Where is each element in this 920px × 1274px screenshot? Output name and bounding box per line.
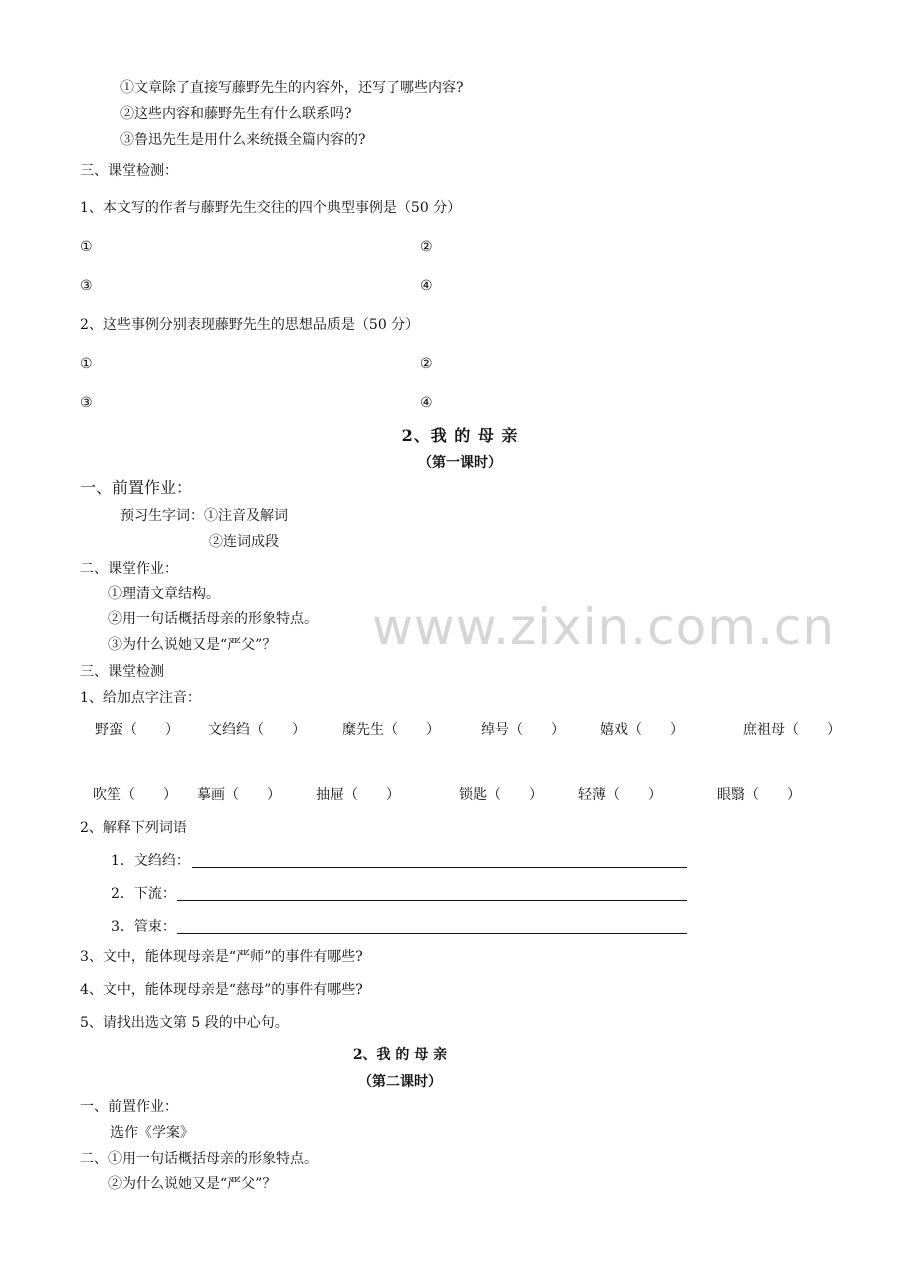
- watermark: www.zixin.com.cn: [372, 598, 836, 656]
- section-heading: 二、①用一句话概括母亲的形象特点。: [80, 1151, 318, 1167]
- section-heading: 三、课堂检测: [80, 664, 164, 680]
- explain-label: 3．管束：: [111, 919, 176, 935]
- section-heading: 三、课堂检测：: [80, 163, 178, 179]
- pinyin-item: 锁匙（ ）: [459, 787, 543, 803]
- answer-mark: ①: [80, 356, 93, 372]
- answer-mark: ②: [420, 239, 433, 255]
- list-item: ②用一句话概括母亲的形象特点。: [108, 611, 318, 627]
- answer-mark: ②: [420, 356, 433, 372]
- question-text: 2、解释下列词语: [80, 820, 187, 836]
- pinyin-item: 吹笙（ ）: [93, 787, 177, 803]
- lesson-subtitle: （第二课时）: [358, 1074, 442, 1090]
- question-text: 2、这些事例分别表现藤野先生的思想品质是（50 分）: [80, 317, 420, 333]
- answer-line[interactable]: [177, 933, 687, 934]
- question-text: 1、给加点字注音：: [80, 690, 201, 706]
- section-heading: 一、前置作业：: [80, 1099, 178, 1115]
- explain-label: 1．文绉绉：: [111, 853, 190, 869]
- section-heading: 一、前置作业：: [80, 478, 193, 497]
- pre-work-line: 选作《学案》: [110, 1125, 194, 1141]
- pinyin-item: 绰号（ ）: [481, 722, 565, 738]
- question-text: ③鲁迅先生是用什么来统摄全篇内容的?: [120, 132, 366, 148]
- pinyin-item: 嬉戏（ ）: [600, 722, 684, 738]
- list-item: ②为什么说她又是“严父”？: [108, 1176, 277, 1192]
- pinyin-item: 抽屉（ ）: [316, 787, 400, 803]
- answer-mark: ③: [80, 395, 93, 411]
- pre-work-line: ②连词成段: [209, 534, 279, 550]
- question-text: 5、请找出选文第 5 段的中心句。: [80, 1015, 289, 1031]
- pinyin-item: 糜先生（ ）: [342, 722, 440, 738]
- pinyin-item: 文绉绉（ ）: [208, 722, 306, 738]
- answer-line[interactable]: [177, 900, 687, 901]
- lesson-subtitle: （第一课时）: [418, 455, 502, 471]
- answer-mark: ④: [420, 395, 433, 411]
- answer-mark: ①: [80, 239, 93, 255]
- lesson-title: 2、我 的 母 亲: [352, 1047, 448, 1063]
- pre-work-line: 预习生字词：①注音及解词: [120, 508, 288, 524]
- pinyin-item: 野蛮（ ）: [95, 722, 179, 738]
- answer-line[interactable]: [192, 867, 687, 868]
- answer-mark: ③: [80, 278, 93, 294]
- question-text: 1、本文写的作者与藤野先生交往的四个典型事例是（50 分）: [80, 200, 462, 216]
- question-text: ②这些内容和藤野先生有什么联系吗?: [120, 106, 352, 122]
- section-heading: 二、课堂作业：: [80, 561, 178, 577]
- question-text: 4、文中，能体现母亲是“慈母”的事件有哪些?: [80, 982, 363, 998]
- lesson-title: 2、我 的 母 亲: [401, 426, 519, 445]
- explain-label: 2．下流：: [111, 886, 176, 902]
- answer-mark: ④: [420, 278, 433, 294]
- question-text: ①文章除了直接写藤野先生的内容外，还写了哪些内容?: [120, 80, 464, 96]
- question-text: 3、文中，能体现母亲是“严师”的事件有哪些?: [80, 949, 363, 965]
- pinyin-item: 摹画（ ）: [197, 787, 281, 803]
- pinyin-item: 眼翳（ ）: [717, 787, 801, 803]
- list-item: ③为什么说她又是“严父”？: [108, 637, 277, 653]
- list-item: ①理清文章结构。: [108, 586, 220, 602]
- pinyin-item: 庶祖母（ ）: [743, 722, 841, 738]
- pinyin-item: 轻薄（ ）: [578, 787, 662, 803]
